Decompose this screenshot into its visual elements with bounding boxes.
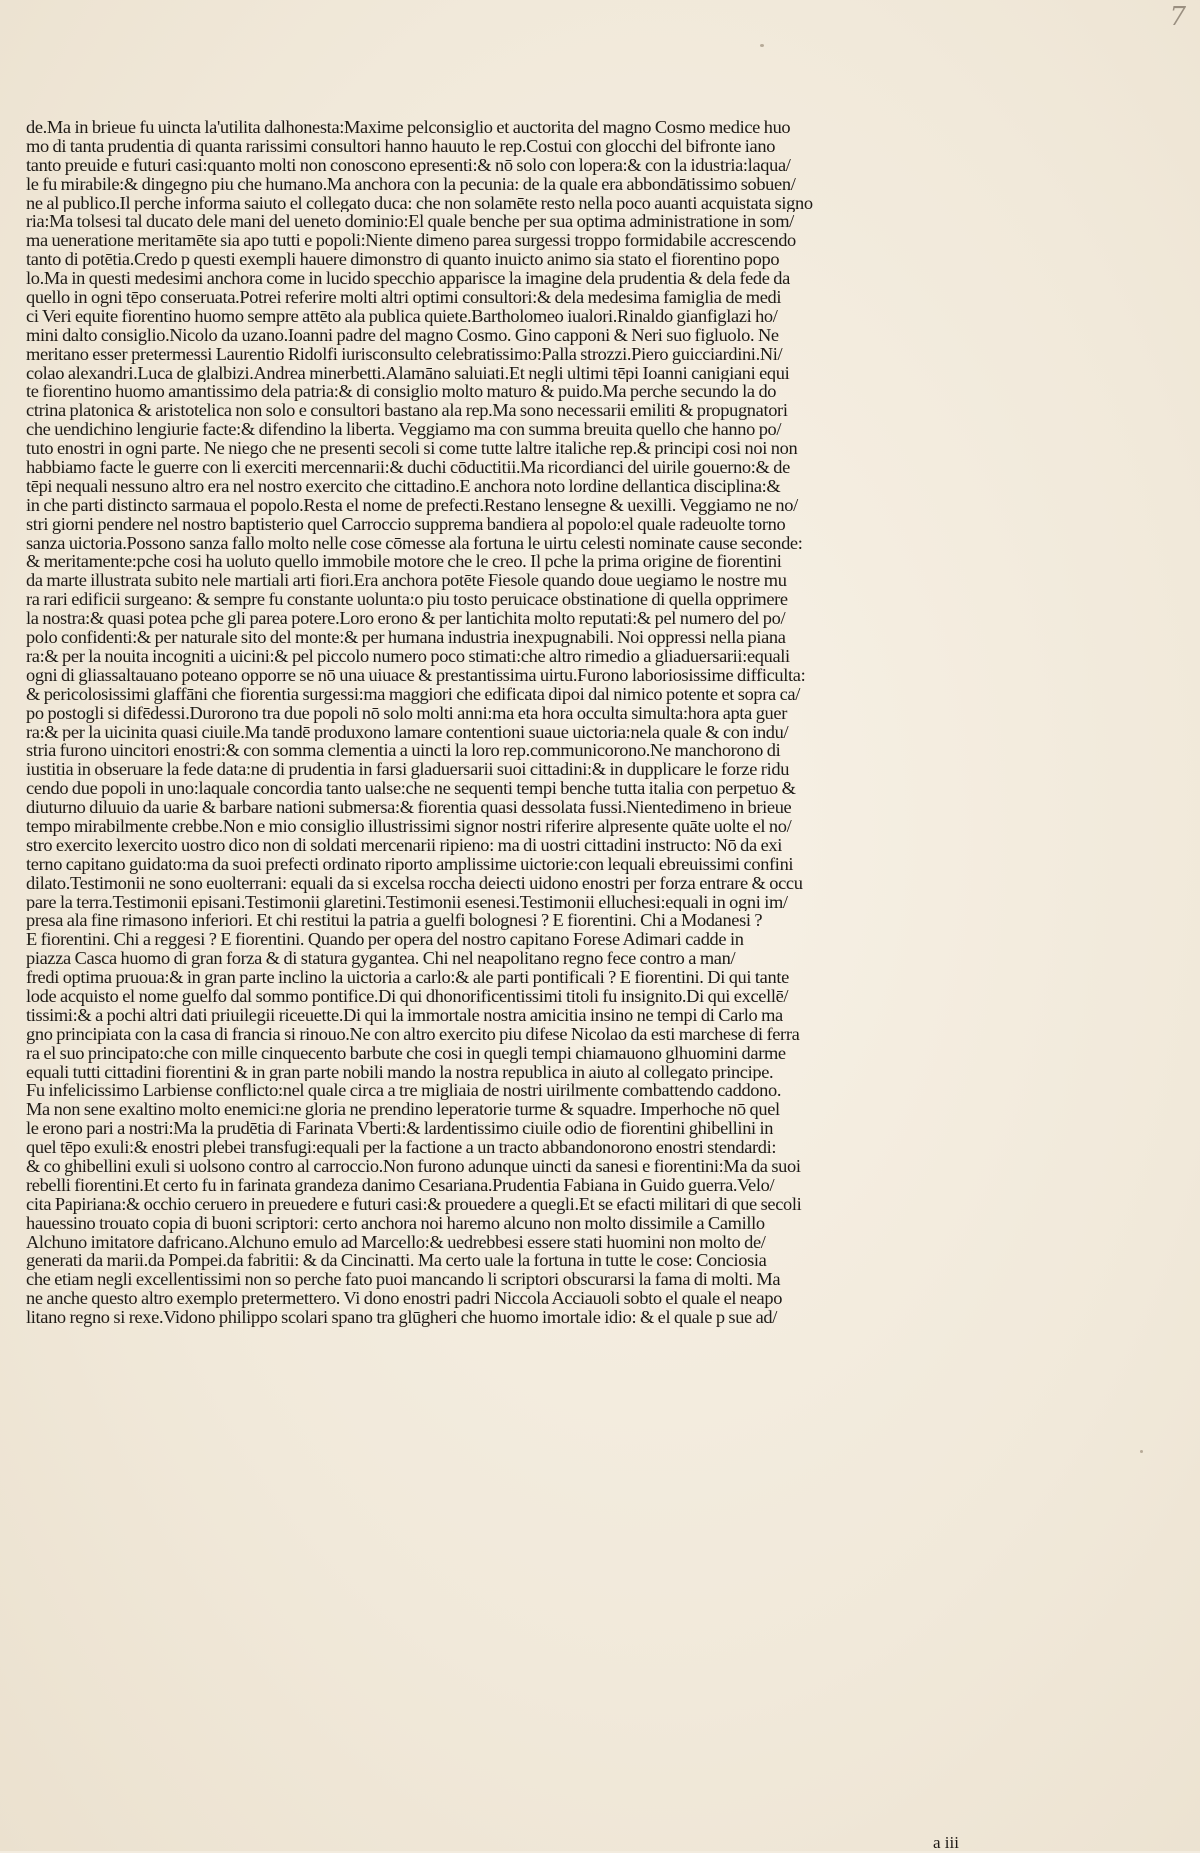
- text-line: quel tēpo exuli:& enostri plebei transfugi:equali per la factione a un tracto abbandonorono enostri stendardi:: [26, 1138, 777, 1157]
- text-line: lode acquisto el nome guelfo dal sommo pontifice.Di qui dhonorificentissimi titoli fu insignito.Di qui excellē/: [26, 986, 789, 1006]
- text-line: tempo mirabilmente crebbe.Non e mio consiglio illustrissimi signor nostri riferire alpresente quāte uolte el no/: [26, 816, 792, 836]
- text-line: ra:& per la uicinita quasi ciuile.Ma tandē produxono lamare contentioni suaue uictoria:nela quale & con indu/: [26, 722, 789, 742]
- text-line: meritano esser pretermessi Laurentio Ridolfi iurisconsulto celebratissimo:Palla strozzi.Piero guicciardini.Ni/: [26, 344, 783, 364]
- text-line: tanto di potētia.Credo p questi exempli hauere dimonstro di quanto inuicto animo sia stato el fiorentino popo: [26, 250, 780, 270]
- text-line: fredi optima pruoua:& in gran parte inclino la uictoria a carlo:& ale parti pontificali ? E fiorentini. Di qui tante: [26, 968, 789, 987]
- text-line: cendo due popoli in uno:laquale concordia tanto ualse:che ne sequenti tempi benche tutta italia con perpetuo &: [26, 779, 796, 799]
- text-line: ra el suo principato:che con mille cinquecento barbute che cosi in quegli tempi chiamauono glhuomini darme: [26, 1043, 786, 1063]
- text-line: gno principiata con la casa di francia si rinouo.Ne con altro exercito piu difese Nicolao da esti marchese di ferra: [26, 1024, 800, 1044]
- text-block: [26, 118, 1038, 1327]
- text-line: E fiorentini. Chi a reggesi ? E fiorentini. Quando per opera del nostro capitano Forese Adimari cadde in: [26, 930, 744, 950]
- text-line: in che parti distincto sarmaua el popolo.Resta el nome de prefecti.Restano lensegne & uexilli. Veggiamo ne no/: [26, 495, 798, 515]
- paper-speck: [760, 44, 764, 47]
- text-line: hauessino trouato copia di buoni scriptori: certo anchora noi haremo alcuno non molto dissimile a Camillo: [26, 1213, 765, 1233]
- text-line: presa ala fine rimasono inferiori. Et chi restitui la patria a guelfi bolognesi ? E fiorentini. Chi a Modanesi ?: [26, 911, 763, 931]
- text-line: ra:& per la nouita incogniti a uicini:& pel piccolo numero poco stimati:che altro rimedio a gliaduersarii:equali: [26, 646, 790, 666]
- text-line: Ma non sene exaltino molto enemici:ne gloria ne prendino leperatorie turme & squadre. Imperhoche nō quel: [26, 1100, 780, 1120]
- text-line: la nostra:& quasi potea pche gli parea potere.Loro erono & per lantichita molto reputati:& pel numero del po/: [26, 609, 786, 629]
- signature-mark: a iii: [933, 1833, 959, 1852]
- text-line: ma ueneratione meritamēte sia apo tutti e popoli:Niente dimeno parea surgessi troppo formidabile accrescendo: [26, 231, 796, 251]
- text-line: & pericolosissimi glaffāni che fiorentia surgessi:ma maggiori che edificata dipoi dal nimico potente et sopra ca/: [26, 684, 800, 704]
- text-line: de.Ma in brieue fu uincta la'utilita dalhonesta:Maxime pelconsiglio et auctorita del magno Cosmo medice huo: [26, 118, 791, 137]
- text-line: dilato.Testimonii ne sono euolterrani: equali da si excelsa roccha deiecti uidono enostri per forza entrare & occu: [26, 873, 803, 893]
- text-line: equali tutti cittadini fiorentini & in gran parte nobili mando la nostra republica in aiuto al collegato principe.: [26, 1062, 774, 1082]
- text-line: ra rari edificii surgeano: & sempre fu constante uolunta:o piu tosto peruicace obstinatione di quella opprimere: [26, 590, 788, 610]
- text-line: colao alexandri.Luca de glalbizi.Andrea minerbetti.Alamāno saluiati.Et negli ultimi tēpi Ioanni canigiani equi: [26, 363, 790, 383]
- text-line: ctrina platonica & aristotelica non solo e consultori bastano ala rep.Ma sono necessarii emiliti & propugnatori: [26, 401, 788, 421]
- text-line: piazza Casca huomo di gran forza & di statura gygantea. Chi nel neapolitano regno fece contro a man/: [26, 949, 736, 969]
- text-line: terno capitano guidato:ma da suoi prefecti ordinato riporto amplissime uictorie:con lequali ebreuissimi confini: [26, 854, 794, 874]
- text-line: ria:Ma tolsesi tal ducato dele mani del ueneto dominio:El quale benche per sua optima administratione in som/: [26, 212, 794, 232]
- text-line: ci Veri equite fiorentino huomo sempre attēto ala publica quiete.Bartholomeo iualori.Rinaldo gianfiglazi ho/: [26, 306, 778, 326]
- paper-speck: [1140, 1450, 1143, 1453]
- text-line: polo confidenti:& per naturale sito del monte:& per humana industria inexpugnabili. Noi oppressi nella piana: [26, 628, 786, 647]
- text-line: generati da marii.da Pompei.da fabritii: & da Cincinatti. Ma certo uale la fortuna in tutte le cose: Conciosia: [26, 1251, 767, 1271]
- text-line: te fiorentino huomo amantissimo dela patria:& di consiglio molto maturo & puido.Ma perche secundo la do: [26, 382, 777, 402]
- text-line: stro exercito lexercito uostro dico non di soldati mercenarii ripieno: ma di uostri cittadini instructo: Nō da exi: [26, 835, 782, 855]
- text-line: ne al publico.Il perche informa saiuto el collegato duca: che non solamēte resto nella poco auanti acquistata signo: [26, 193, 813, 213]
- text-line: & co ghibellini exuli si uolsono contro al carroccio.Non furono adunque uincti da sanesi e fiorentini:Ma da suoi: [26, 1156, 801, 1176]
- text-line: po postogli si difēdessi.Durorono tra due popoli nō solo molti anni:ma eta hora occulta simulta:hora apta guer: [26, 703, 787, 723]
- text-line: lo.Ma in questi medesimi anchora come in lucido specchio apparisce la imagine dela prudentia & dela fede da: [26, 269, 790, 289]
- text-line: ogni di gliassaltauano poteano opporre se nō una uiuace & prestantissima uirtu.Furono laboriosissime difficulta:: [26, 665, 806, 685]
- text-line: tēpi nequali nessuno altro era nel nostro exercito che cittadino.E anchora noto lordine dellantica disciplina:&: [26, 476, 781, 496]
- text-line: cita Papiriana:& occhio ceruero in preuedere e futuri casi:& prouedere a quegli.Et se efacti militari di que secoli: [26, 1194, 802, 1214]
- text-line: diuturno diluuio da uarie & barbare nationi submersa:& fiorentia quasi dessolata fussi.Nientedimeno in brieue: [26, 798, 792, 817]
- text-line: tuto enostri in ogni parte. Ne niego che ne presenti secoli si come tutte laltre italiche rep.& principi cosi noi non: [26, 439, 798, 459]
- text-line: rebelli fiorentini.Et certo fu in farinata grandeza danimo Cesariana.Prudentia Fabiana in Guido guerra.Velo/: [26, 1175, 775, 1195]
- text-line: & meritamente:pche cosi ha uoluto quello immobile motore che le creo. Il pche la prima origine de fiorentini: [26, 552, 782, 572]
- text-line: stri giorni pendere nel nostro baptisterio quel Carroccio suppremа bandiera al popolo:el quale radeuolte torno: [26, 514, 786, 534]
- text-line: mini dalto consiglio.Nicolo da uzano.Ioanni padre del magno Cosmo. Gino capponi & Neri suo figluolo. Ne: [26, 325, 779, 345]
- text-line: litano regno si rexe.Vidono philippo scolari spano tra glūgheri che huomo imortale idio: & el quale p sue ad/: [26, 1308, 778, 1327]
- text-line: pare la terra.Testimonii episani.Testimonii glaretini.Testimonii esenesi.Testimonii elluchesi:equali in ogni im/: [26, 892, 788, 912]
- text-line: che uendichino lengiurie facte:& difendino la liberta. Veggiamo ma con summa breuita quello che hanno po/: [26, 420, 782, 440]
- text-line: sanza uictoria.Possono sanza fallo molto nelle cose cōmesse ala fortuna le uirtu celesti nominate cause seconde:: [26, 533, 803, 553]
- text-line: che etiam negli excellentissimi non so perche fato puoi mancando li scriptori obscurarsi la fama di molti. Ma: [26, 1270, 781, 1290]
- text-line: le erono pari a nostri:Ma la prudētia di Farinata Vberti:& lardentissimo ciuile odio de fiorentini ghibellini in: [26, 1119, 774, 1139]
- text-line: habbiamo facte le guerre con li exerciti mercennarii:& duchi cōductitii.Ma ricordianci del uirile gouerno:& de: [26, 458, 790, 477]
- text-line: iustitia in obseruare la fede data:ne di prudentia in farsi gladuersarii suoi cittadini:& in dupplicare le forze ridu: [26, 760, 790, 780]
- text-line: quello in ogni tēpo conseruata.Potrei referire molti altri optimi consultori:& dela medesima famiglia de medi: [26, 288, 782, 307]
- text-line: Fu infelicissimo Larbiense conflicto:nel quale circa a tre migliaia de nostri uirilmente combattendo caddono.: [26, 1081, 782, 1101]
- folio-number: 7: [1169, 2, 1186, 32]
- text-line: le fu mirabile:& dingegno piu che humano.Ma anchora con la pecunia: de la quale era abbondātissimo sobuen/: [26, 174, 796, 194]
- text-line: Alchuno imitatore dafricano.Alchuno emulo ad Marcello:& uedrebbesi essere stati huomini non molto de/: [26, 1232, 766, 1252]
- text-line: tanto preuide e futuri casi:quanto molti non conoscono epresenti:& nō solo con lopera:& con la idustria:laqua/: [26, 155, 791, 175]
- text-line: mo di tanta prudentia di quanta rarissimi consultori hanno hauuto le rep.Costui con glocchi del bifronte iano: [26, 136, 776, 156]
- text-line: tissimi:& a pochi altri dati priuilegii riceuette.Di qui la immortale nostra amicitia insino ne tempi di Carlo ma: [26, 1005, 783, 1025]
- text-line: ne anche questo altro exemplo pretermettero. Vi dono enostri padri Niccola Acciauoli sobto el quale el neapo: [26, 1289, 783, 1309]
- text-line: stria furono uincitori enostri:& con somma clementia a uincti la loro rep.communicorono.Ne manchorono di: [26, 741, 781, 761]
- text-line: da marte illustrata subito nele martiali arti fiori.Era anchora potēte Fiesole quando doue uegiamo le nostre mu: [26, 571, 787, 591]
